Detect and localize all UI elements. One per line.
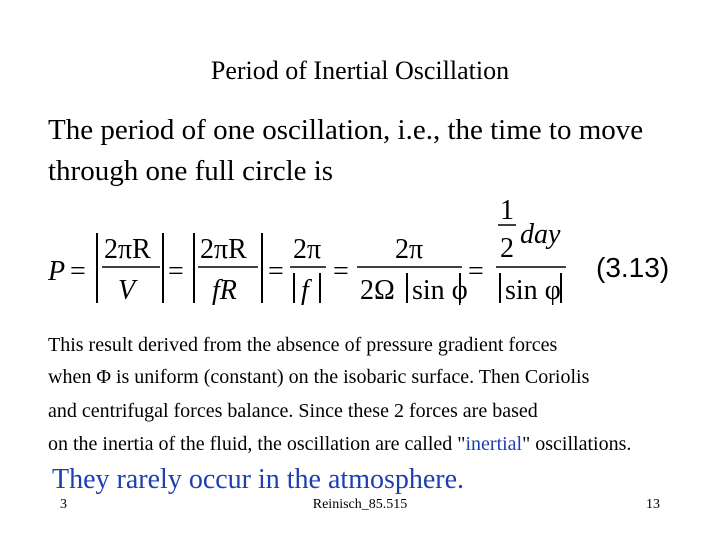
eq-day: day (520, 219, 561, 250)
intro-line-1: The period of one oscillation, i.e., the time to move (48, 114, 644, 146)
eq-P: P (48, 256, 66, 287)
body-line-4-end: " oscillations. (522, 433, 632, 455)
eq-sinphi-2: sin φ (505, 275, 561, 306)
intro-line-2: through one full circle is (48, 155, 334, 187)
eq-V: V (118, 275, 136, 306)
eq-2piR-1: 2πR (104, 234, 151, 265)
body-line-3: and centrifugal forces balance. Since these 2 forces are based (48, 400, 538, 422)
eq-2omega: 2Ω (360, 275, 395, 306)
inertial-highlight: inertial (465, 433, 523, 455)
eq-fR: fR (212, 275, 237, 306)
footer-left: 3 (60, 497, 67, 512)
eq-equals-4: = (333, 256, 349, 287)
equation-number: (3.13) (596, 252, 670, 283)
eq-equals-3: = (268, 256, 284, 287)
body-line-4-start: on the inertia of the fluid, the oscillation are called " (48, 433, 466, 455)
body-line-2: when Φ is uniform (constant) on the isobaric surface. Then Coriolis (48, 366, 590, 388)
eq-f: f (301, 275, 309, 306)
body-line-4 (48, 434, 631, 454)
footer-page-number: 13 (646, 497, 660, 512)
eq-2piR-2: 2πR (200, 234, 247, 265)
slide-title: Period of Inertial Oscillation (210, 56, 510, 85)
period-equation (0, 195, 720, 315)
eq-one: 1 (500, 195, 514, 226)
eq-two: 2 (500, 233, 514, 264)
atmosphere-note: They rarely occur in the atmosphere. (52, 464, 465, 495)
body-line-1: This result derived from the absence of pressure gradient forces (48, 334, 558, 356)
eq-equals-2: = (168, 256, 184, 287)
eq-sinphi-1: sin φ (412, 275, 468, 306)
eq-2pi-2: 2π (395, 234, 424, 265)
eq-2pi-1: 2π (293, 234, 322, 265)
eq-equals-1: = (70, 256, 86, 287)
eq-equals-5: = (468, 256, 484, 287)
footer-center: Reinisch_85.515 (312, 497, 408, 512)
